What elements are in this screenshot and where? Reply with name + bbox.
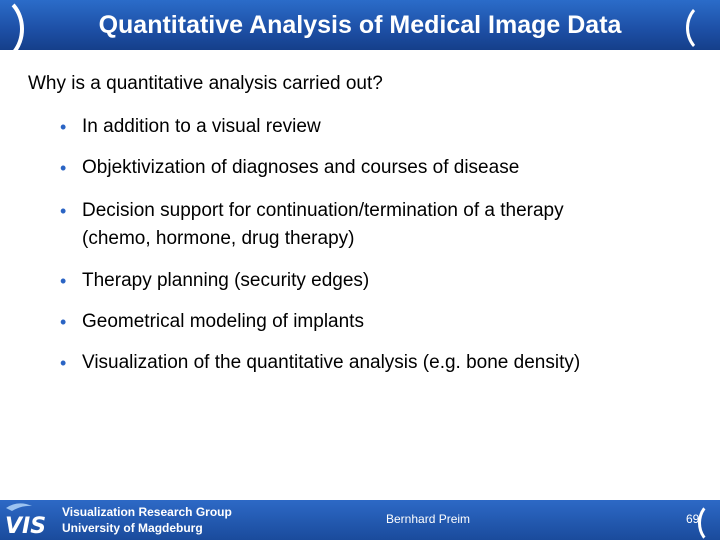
bullet-text: Therapy planning (security edges) <box>82 270 370 291</box>
bullet-icon: • <box>60 201 67 221</box>
bullet-text: Objektivization of diagnoses and courses of disease <box>82 157 520 178</box>
bullet-icon: • <box>60 312 67 332</box>
page-number: 69 <box>686 512 700 526</box>
bullet-icon: • <box>60 158 67 178</box>
bullet-item <box>60 154 700 182</box>
slide-title: Quantitative Analysis of Medical Image Data <box>98 11 622 39</box>
bullet-text: Geometrical modeling of implants <box>82 311 364 332</box>
swoosh-right-decoration <box>686 2 720 50</box>
title-bar <box>0 0 720 50</box>
bullet-item <box>60 349 700 377</box>
bullet-text: In addition to a visual review <box>82 116 321 137</box>
bullet-icon: • <box>60 117 67 137</box>
bullet-text: Visualization of the quantitative analysis (e.g. bone density) <box>82 352 581 373</box>
question-text: Why is a quantitative analysis carried out? <box>28 73 383 94</box>
bullet-text: Decision support for continuation/termination of a therapy <box>82 200 564 221</box>
swoosh-footer-decoration <box>698 502 720 540</box>
bullet-text-continuation: (chemo, hormone, drug therapy) <box>82 228 355 249</box>
svg-text:VIS: VIS <box>5 514 47 538</box>
bullet-item <box>60 197 700 253</box>
bullet-list <box>60 108 700 377</box>
bullet-icon: • <box>60 271 67 291</box>
footer-bar <box>0 500 720 540</box>
author-name: Bernhard Preim <box>386 512 471 526</box>
university-name: University of Magdeburg <box>62 521 203 535</box>
bullet-item <box>60 113 700 141</box>
bullet-item <box>60 308 700 336</box>
bullet-icon: • <box>60 353 67 373</box>
bullet-item <box>60 267 700 295</box>
research-group-name: Visualization Research Group <box>62 505 232 519</box>
vis-logo <box>4 502 56 538</box>
